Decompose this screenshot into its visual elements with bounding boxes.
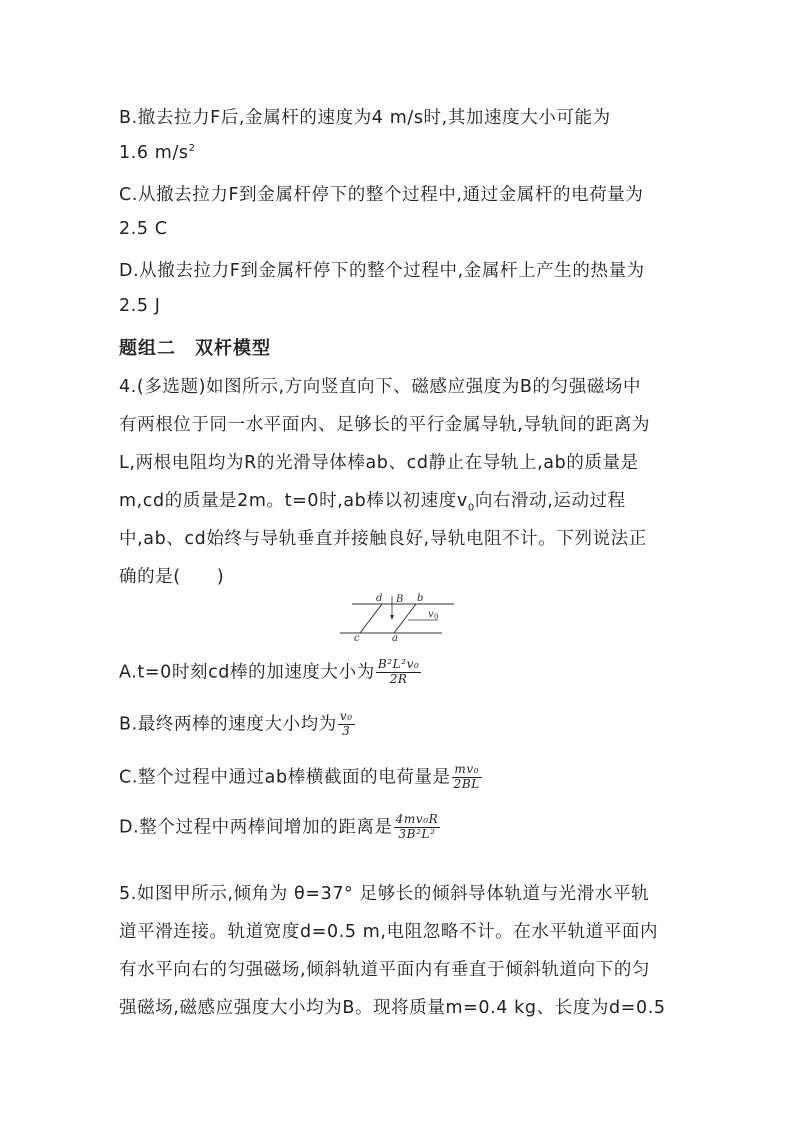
option-c: C.整个过程中通过ab棒横截面的电荷量是 $\frac{\text{mv₀}}{2BL}$: [119, 762, 480, 791]
option-c-fraction: $\frac{\text{mv₀}}{2BL}$: [453, 762, 480, 791]
label-B: B: [396, 594, 404, 605]
option-b-prev-line1: B.撤去拉力F后,金属杆的速度为4 m/s时,其加速度大小可能为: [119, 108, 611, 128]
field-arrowhead: [390, 615, 394, 620]
accel-exponent: 2: [188, 143, 196, 155]
q4-line1: 4.(多选题)如图所示,方向竖直向下、磁感应强度为B的匀强磁场中: [119, 377, 642, 397]
option-d-prev-line1: D.从撤去拉力F到金属杆停下的整个过程中,金属杆上产生的热量为: [119, 261, 645, 281]
q5-line1: 5.如图甲所示,倾角为 θ=37° 足够长的倾斜导体轨道与光滑水平轨: [119, 884, 650, 904]
option-c-prev-line1: C.从撤去拉力F到金属杆停下的整个过程中,通过金属杆的电荷量为: [119, 185, 644, 205]
option-d: D.整个过程中两棒间增加的距离是 $\frac{\text{4mv₀R}}{\text{3B²L²}}$: [119, 812, 439, 841]
label-v: v: [428, 609, 434, 620]
q5-line4: 强磁场,磁感应强度大小均为B。现将质量m=0.4 kg、长度为d=0.5: [119, 998, 666, 1018]
option-c-prev-line2: 2.5 C: [119, 219, 168, 239]
label-c: c: [354, 633, 360, 642]
label-b: b: [417, 593, 424, 604]
option-d-fraction: $\frac{\text{4mv₀R}}{\text{3B²L²}}$: [395, 812, 439, 841]
q5-line2: 道平滑连接。轨道宽度d=0.5 m,电阻忽略不计。在水平轨道平面内: [119, 922, 659, 942]
rails-diagram: [338, 590, 456, 642]
label-d: d: [376, 593, 383, 604]
option-b-fraction: $\frac{\text{v₀}}{3}$: [339, 709, 353, 738]
label-v-sub: 0: [434, 613, 439, 621]
section-heading: 题组二 双杆模型: [119, 338, 271, 359]
accel-value: 1.6 m/s: [119, 143, 189, 163]
option-a-fraction: $\frac{\text{B²L²v₀}}{2R}$: [377, 657, 420, 686]
label-a: a: [392, 633, 398, 642]
option-b: B.最终两棒的速度大小均为 $\frac{\text{v₀}}{3}$: [119, 709, 353, 738]
rod-ab: [394, 604, 416, 633]
option-b-prev-line2: [119, 143, 196, 163]
rod-cd: [360, 604, 382, 633]
q5-line3: 有水平向右的匀强磁场,倾斜轨道平面内有垂直于倾斜轨道向下的匀: [119, 960, 651, 980]
q4-line5: 中,ab、cd始终与导轨垂直并接触良好,导轨电阻不计。下列说法正: [119, 529, 647, 549]
q4-line4: m,cd的质量是2m。t=0时,ab棒以初速度$v_0$向右滑动,运动过程: [119, 491, 626, 514]
q4-line3: L,两根电阻均为R的光滑导体棒ab、cd静止在导轨上,ab的质量是: [119, 453, 639, 473]
option-d-prev-line2: 2.5 J: [119, 296, 161, 316]
q4-line6: 确的是( ): [119, 567, 225, 587]
q4-line2: 有两根位于同一水平面内、足够长的平行金属导轨,导轨间的距离为: [119, 415, 651, 435]
option-a: A.t=0时刻cd棒的加速度大小为 $\frac{\text{B²L²v₀}}{2R}$: [119, 657, 420, 686]
